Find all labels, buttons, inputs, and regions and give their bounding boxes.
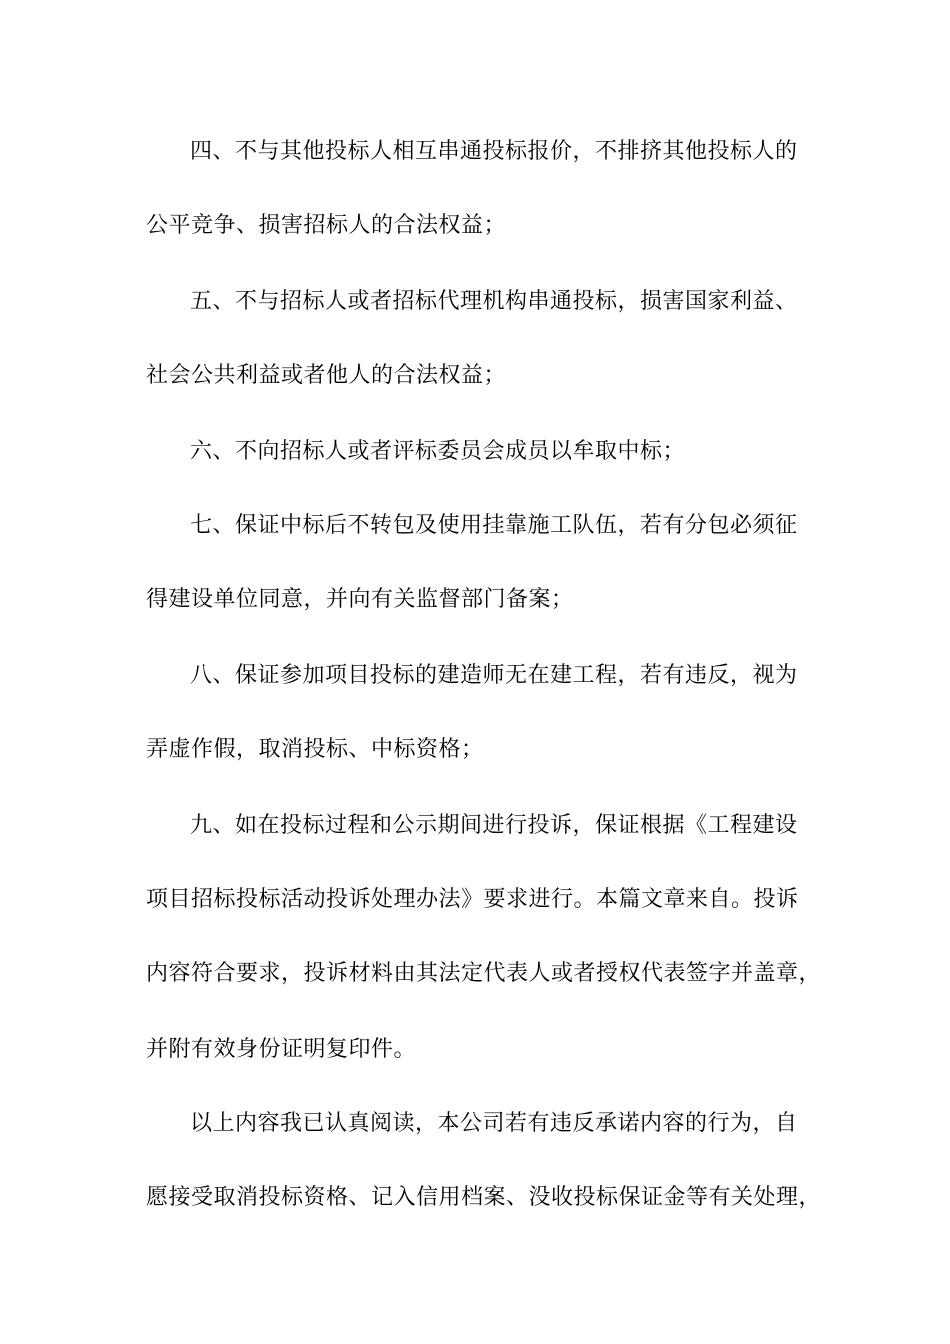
paragraph-7-line-1: 七、保证中标后不转包及使用挂靠施工队伍，若有分包必须征 — [190, 513, 798, 538]
paragraph-6-line-1: 六、不向招标人或者评标委员会成员以牟取中标； — [190, 439, 686, 464]
closing-paragraph-line-1: 以上内容我已认真阅读，本公司若有违反承诺内容的行为，自 — [190, 1111, 798, 1136]
paragraph-8-line-1: 八、保证参加项目投标的建造师无在建工程，若有违反，视为 — [190, 663, 798, 688]
paragraph-9-line-2: 项目招标投标活动投诉处理办法》要求进行。本篇文章来自。投诉 — [146, 887, 799, 912]
paragraph-7-line-2: 得建设单位同意，并向有关监督部门备案； — [146, 587, 574, 612]
closing-paragraph-line-2: 愿接受取消投标资格、记入信用档案、没收投标保证金等有关处理， — [146, 1185, 822, 1210]
paragraph-5-line-1: 五、不与招标人或者招标代理机构串通投标，损害国家利益、 — [190, 289, 798, 314]
paragraph-9-line-3: 内容符合要求，投诉材料由其法定代表人或者授权代表签字并盖章， — [146, 961, 822, 986]
paragraph-8-line-2: 弄虚作假，取消投标、中标资格； — [146, 737, 484, 762]
paragraph-9-line-4: 并附有效身份证明复印件。 — [146, 1037, 417, 1062]
paragraph-5-line-2: 社会公共利益或者他人的合法权益； — [146, 363, 507, 388]
paragraph-9-line-1: 九、如在投标过程和公示期间进行投诉，保证根据《工程建设 — [190, 813, 798, 838]
paragraph-4-line-1: 四、不与其他投标人相互串通投标报价，不排挤其他投标人的 — [190, 139, 798, 164]
paragraph-4-line-2: 公平竞争、损害招标人的合法权益； — [146, 213, 507, 238]
